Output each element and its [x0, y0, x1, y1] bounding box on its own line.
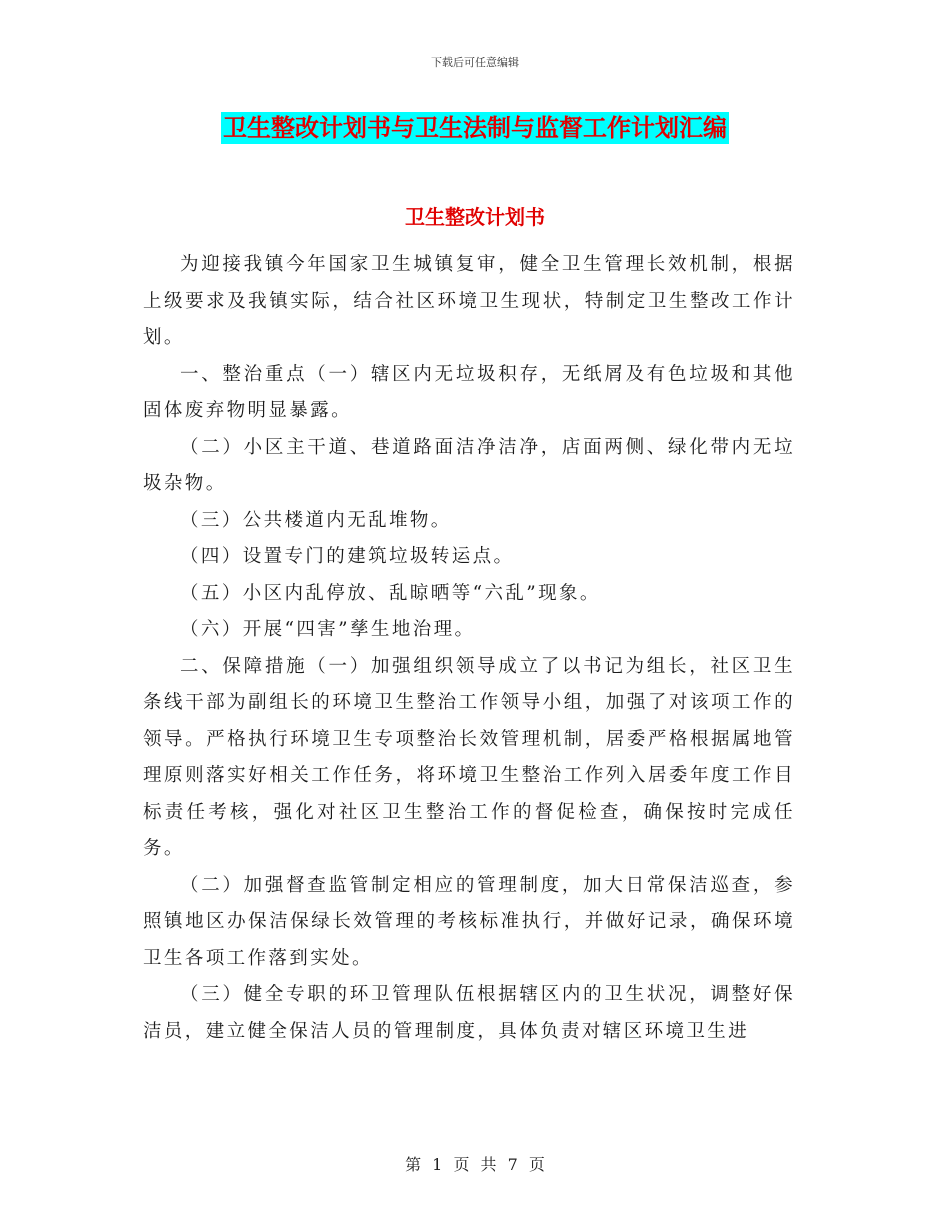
paragraph: （六）开展“四害”孳生地治理。 — [180, 619, 476, 640]
paragraph: 二、保障措施（一）加强组织领导成立了以书记为组长，社区卫生条线干部为副组长的环境卫生整治工作领导小组，加强了对该项工作的领导。严格执行环境卫生专项整治长效管理机制，居委严格根据属地管理原则落实好相关工作任务，将环境卫生整治工作列入居委年度工作目标责任考核，强化对社区卫生整治工作的督促检查，确保按时完成任务。 — [143, 655, 795, 859]
paragraph: （二）加强督查监管制定相应的管理制度，加大日常保洁巡查，参照镇地区办保洁保绿长效管理的考核标准执行，并做好记录，确保环境卫生各项工作落到实处。 — [143, 874, 795, 969]
paragraph: （二）小区主干道、巷道路面洁净洁净，店面两侧、绿化带内无垃圾杂物。 — [143, 436, 795, 494]
paragraph: （四）设置专门的建筑垃圾转运点。 — [180, 546, 515, 567]
paragraph: 为迎接我镇今年国家卫生城镇复审，健全卫生管理长效机制，根据上级要求及我镇实际，结合社区环境卫生现状，特制定卫生整改工作计划。 — [143, 254, 795, 348]
section-title: 卫生整改计划书 — [405, 205, 545, 229]
document-title: 卫生整改计划书与卫生法制与监督工作计划汇编 — [223, 114, 727, 142]
paragraph: 一、整治重点（一）辖区内无垃圾积存，无纸屑及有色垃圾和其他固体废弃物明显暴露。 — [143, 363, 795, 421]
paragraph: （三）公共楼道内无乱堆物。 — [180, 509, 452, 531]
header-note: 下载后可任意编辑 — [431, 56, 519, 69]
page-footer: 第 1 页 共 7 页 — [405, 1155, 545, 1174]
paragraph: （三）健全专职的环卫管理队伍根据辖区内的卫生状况，调整好保洁员，建立健全保洁人员的管理制度，具体负责对辖区环境卫生进 — [143, 984, 795, 1042]
body-text — [143, 247, 795, 1050]
paragraph: （五）小区内乱停放、乱晾晒等“六乱”现象。 — [180, 582, 601, 604]
